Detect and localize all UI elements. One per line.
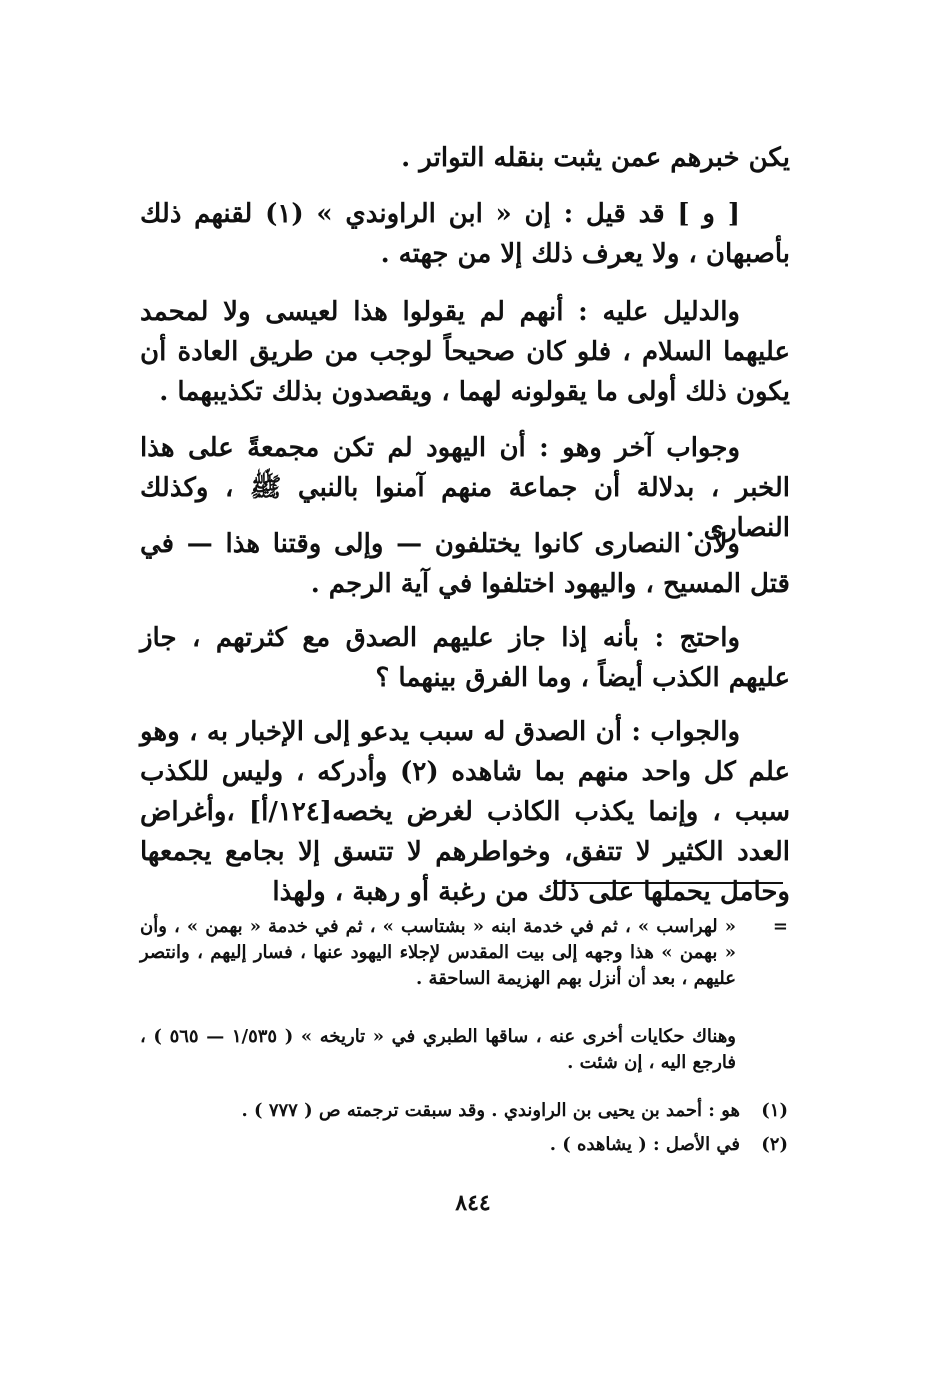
paragraph-5: ولأن النصارى كانوا يختلفون — وإلى وقتنا هذا — في قتل المسيح ، واليهود اختلفوا في آية الرجم . [140,529,790,599]
footnote-2 [140,1132,788,1158]
footnote-1-text: هو : أحمد بن يحيى بن الراوندي . وقد سبقت ترجمته ص ( ٧٧٧ ) . [241,1100,740,1121]
footnote-2-number: (٢) [761,1134,788,1155]
paragraph-7: والجواب : أن الصدق له سبب يدعو إلى الإخبار به ، وهو علم كل واحد منهم بما شاهده (٢) وأدركه ، وليس للكذب سبب ، وإنما يكذب الكاذب لغرض يخصه[١٢٤/أ] ،وأغراض العدد الكثير لا تتفق، وخواطرهم لا تتسق إلا بجامع يجمعها وحامل يحملها على ذلك من رغبة أو رهبة ، ولهذا [140,717,790,907]
footnote-continuation-text-1: « لهراسب » ، ثم في خدمة ابنه « بشتاسب » ، ثم في خدمة « بهمن » ، وأن « بهمن » هذا وجهه إلى بيت المقدس لإجلاء اليهود عنها ، فسار إليهم ، وانتصر عليهم ، بعد أن أنزل بهم الهزيمة الساحقة . [140,916,736,989]
footnote-continuation [140,914,788,992]
continuation-marker: = [772,916,788,937]
paragraph-6: واحتج : بأنه إذا جاز عليهم الصدق مع كثرتهم ، جاز عليهم الكذب أيضاً ، وما الفرق بينهما ؟ [140,623,790,693]
footnote-separator [553,882,783,884]
page-number: ٨٤٤ [455,1190,491,1216]
paragraph-1: يكن خبرهم عمن يثبت بنقله التواتر . [401,143,790,173]
paragraph-2: [ و ] قد قيل : إن « ابن الراوندي » (١) لقنهم ذلك بأصبهان ، ولا يعرف ذلك إلا من جهته . [140,199,790,269]
footnote-1 [140,1098,788,1124]
footnote-1-number: (١) [761,1100,788,1121]
paragraph-4: وجواب آخر وهو : أن اليهود لم تكن مجمعةً على هذا الخبر ، بدلالة أن جماعة منهم آمنوا بالنبي ﷺ ، وكذلك النصارى . [140,433,790,543]
footnote-continuation-2 [140,1024,788,1076]
footnote-continuation-text-2: وهناك حكايات أخرى عنه ، ساقها الطبري في « تاريخه » ( ١/٥٣٥ — ٥٦٥ ) ، فارجع اليه ، إن شئت . [140,1026,736,1073]
footnote-2-text: في الأصل : ( يشاهده ) . [549,1134,740,1155]
paragraph-3: والدليل عليه : أنهم لم يقولوا هذا لعيسى ولا لمحمد عليهما السلام ، فلو كان صحيحاً لوجب من طريق العادة أن يكون ذلك أولى ما يقولونه لهما ، ويقصدون بذلك تكذيبهما . [140,297,790,407]
